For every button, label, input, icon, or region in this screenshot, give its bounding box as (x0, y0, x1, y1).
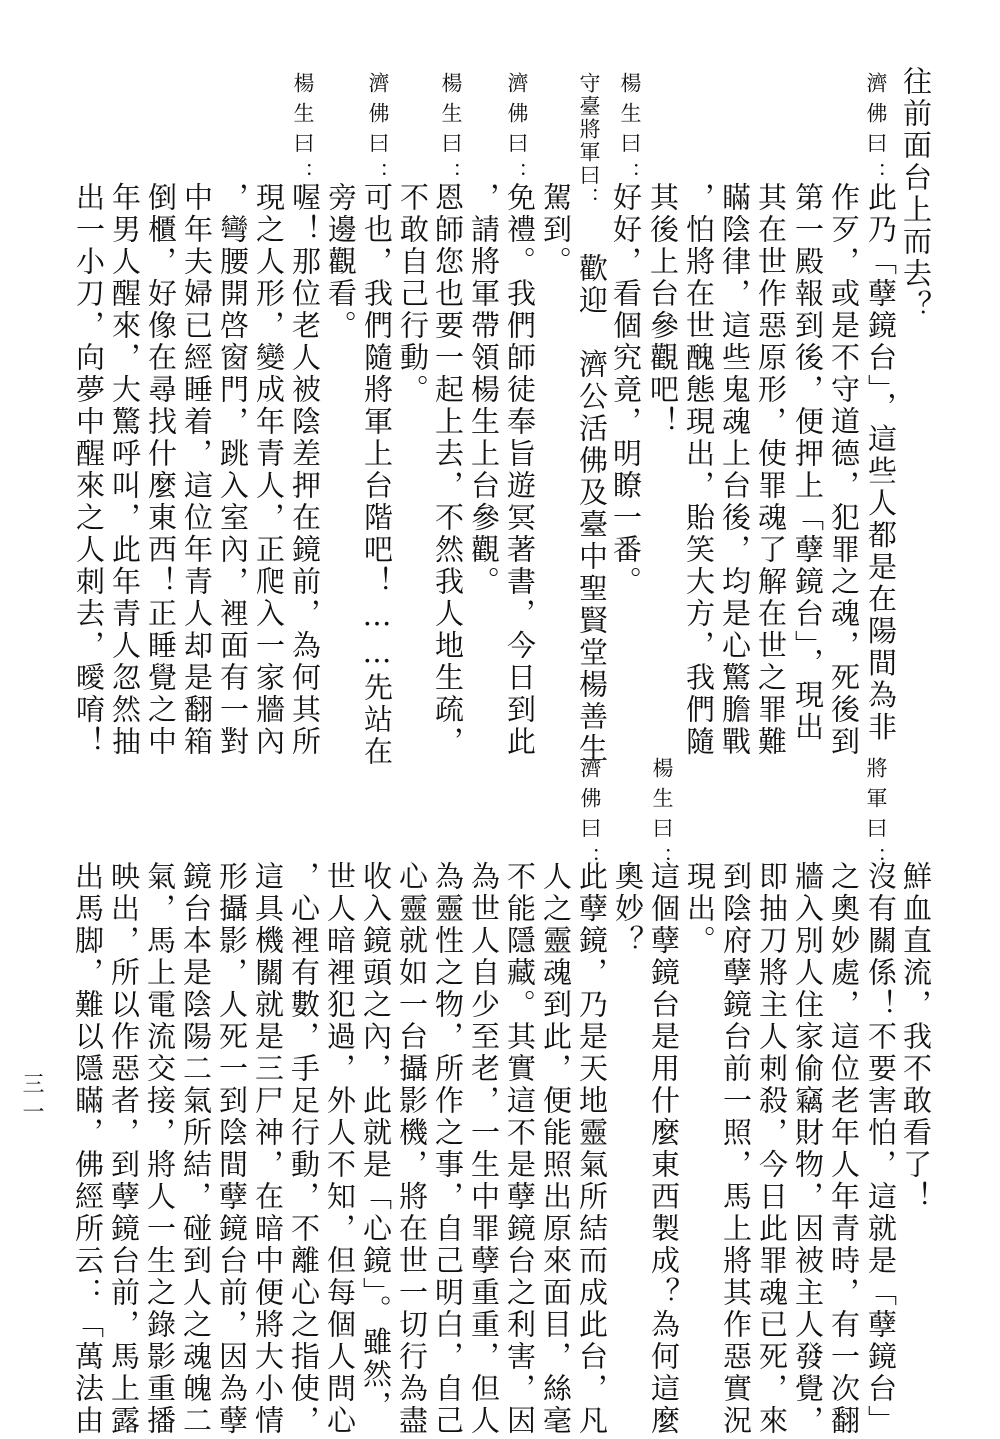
text-column: 此孽鏡，乃是天地靈氣所結而成此台，凡 (575, 861, 609, 1437)
text-column: 現之人形，變成年青人，正爬入一家牆內 (252, 182, 286, 758)
speaker-tag: 將軍曰： (864, 757, 888, 877)
speaker-tag: 濟佛曰： (505, 72, 529, 192)
text-column: 瞞陰律，這些鬼魂上台後，均是心驚膽戰 (718, 182, 752, 758)
text-column: 世人暗裡犯過，外人不知，但每個人問心 (323, 861, 357, 1437)
speaker-tag: 楊生曰： (291, 72, 315, 192)
text-column: 旁邊觀看。 (324, 182, 358, 342)
speaker-tag: 楊生曰： (439, 72, 463, 192)
text-column: 映出，所以作惡者，到孽鏡台前，馬上露 (107, 861, 141, 1437)
text-column: 鮮血直流，我不敢看了！ (899, 861, 933, 1213)
text-column: 這具機關就是三尸神，在暗中便將大小情 (251, 861, 285, 1437)
text-column: 駕到。 (539, 182, 573, 278)
text-column: 作歹，或是不守道德，犯罪之魂，死後到 (827, 182, 861, 758)
text-column: 到陰府孽鏡台前一照，馬上將其作惡實況 (719, 861, 753, 1437)
speaker-tag: 楊生曰： (618, 72, 642, 192)
text-column: 鏡台本是陰陽二氣所結，碰到人之魂魄二 (179, 861, 213, 1437)
text-column: 心靈就如一台攝影機，將在世一切行為盡 (395, 861, 429, 1437)
text-column: ，請將軍帶領楊生上台參觀。 (467, 182, 501, 598)
speaker-tag: 守臺將軍曰： (577, 72, 601, 210)
text-column: 牆入別人住家偷竊財物，因被主人發覺， (791, 861, 825, 1437)
text-column: 可也，我們隨將軍上台階吧！……先站在 (360, 182, 394, 768)
text-column: 喔！那位老人被陰差押在鏡前，為何其所 (288, 182, 322, 758)
speaker-tag: 濟佛曰： (578, 757, 602, 877)
text-column: 倒櫃，好像在尋找什麼東西！正睡覺之中 (144, 182, 178, 758)
text-column: 這個孽鏡台是用什麼東西製成？為何這麼 (647, 861, 681, 1437)
text-column: 恩師您也要一起上去，不然我人地生疏， (431, 182, 465, 758)
text-column: 好好，看個究竟，明瞭一番。 (609, 182, 643, 598)
text-column: ，心裡有數，手足行動，不離心之指使， (287, 861, 321, 1437)
text-column: 歡迎 濟公活佛及臺中聖賢堂楊善生 (575, 253, 609, 765)
text-column: 為世人自少至老，一生中罪孽重重，但人 (467, 861, 501, 1437)
text-column: 出馬脚，難以隱瞞，佛經所云：「萬法由 (71, 861, 105, 1437)
speaker-tag: 濟佛曰： (366, 72, 390, 192)
text-column: 其後上台參觀吧！ (646, 182, 680, 438)
text-column: 奧妙？ (611, 861, 645, 957)
text-column: 往前面台上而去？ (899, 66, 933, 322)
text-column: 不敢自己行動。 (396, 182, 430, 406)
text-column: 第一殿報到後，便押上「孽鏡台」，現出 (791, 182, 825, 744)
text-column: 年男人醒來，大驚呼叫，此年青人忽然抽 (108, 182, 142, 758)
text-column: 此乃「孽鏡台」，這些人都是在陽間為非 (864, 182, 898, 744)
text-column: 即抽刀將主人刺殺，今日此罪魂已死，來 (755, 861, 789, 1437)
text-column: 不能隱藏。其實這不是孽鏡台之利害，因 (503, 861, 537, 1437)
text-column: 現出。 (683, 861, 717, 957)
text-column: 其在世作惡原形，使罪魂了解在世之罪難 (754, 182, 788, 758)
text-column: ，怕將在世醜態現出，貽笑大方，我們隨 (682, 182, 716, 758)
text-column: 收入鏡頭之內，此就是「心鏡」。雖然， (359, 861, 393, 1423)
speaker-tag: 濟佛曰： (864, 72, 888, 192)
text-column: 出一小刀，向夢中醒來之人刺去，曖唷！ (72, 182, 106, 758)
text-column: 免禮。我們師徒奉旨遊冥著書，今日到此 (503, 182, 537, 758)
page-number: 三一 (19, 1072, 44, 1128)
text-column: 沒有關係！不要害怕，這就是「孽鏡台」 (864, 861, 898, 1437)
text-column: 氣，馬上電流交接，將人一生之錄影重播 (143, 861, 177, 1437)
speaker-tag: 楊生曰： (650, 757, 674, 877)
text-column: 形攝影，人死一到陰間孽鏡台前，因為孽 (215, 861, 249, 1437)
text-column: 之奧妙處，這位老年人年青時，有一次翻 (827, 861, 861, 1437)
text-column: 人之靈魂到此，便能照出原來面目，絲毫 (539, 861, 573, 1437)
text-column: ，彎腰開啓窗門，跳入室內，裡面有一對 (216, 182, 250, 758)
text-column: 為靈性之物，所作之事，自己明白，自己 (431, 861, 465, 1437)
text-column: 中年夫婦已經睡着，這位年青人却是翻箱 (180, 182, 214, 758)
